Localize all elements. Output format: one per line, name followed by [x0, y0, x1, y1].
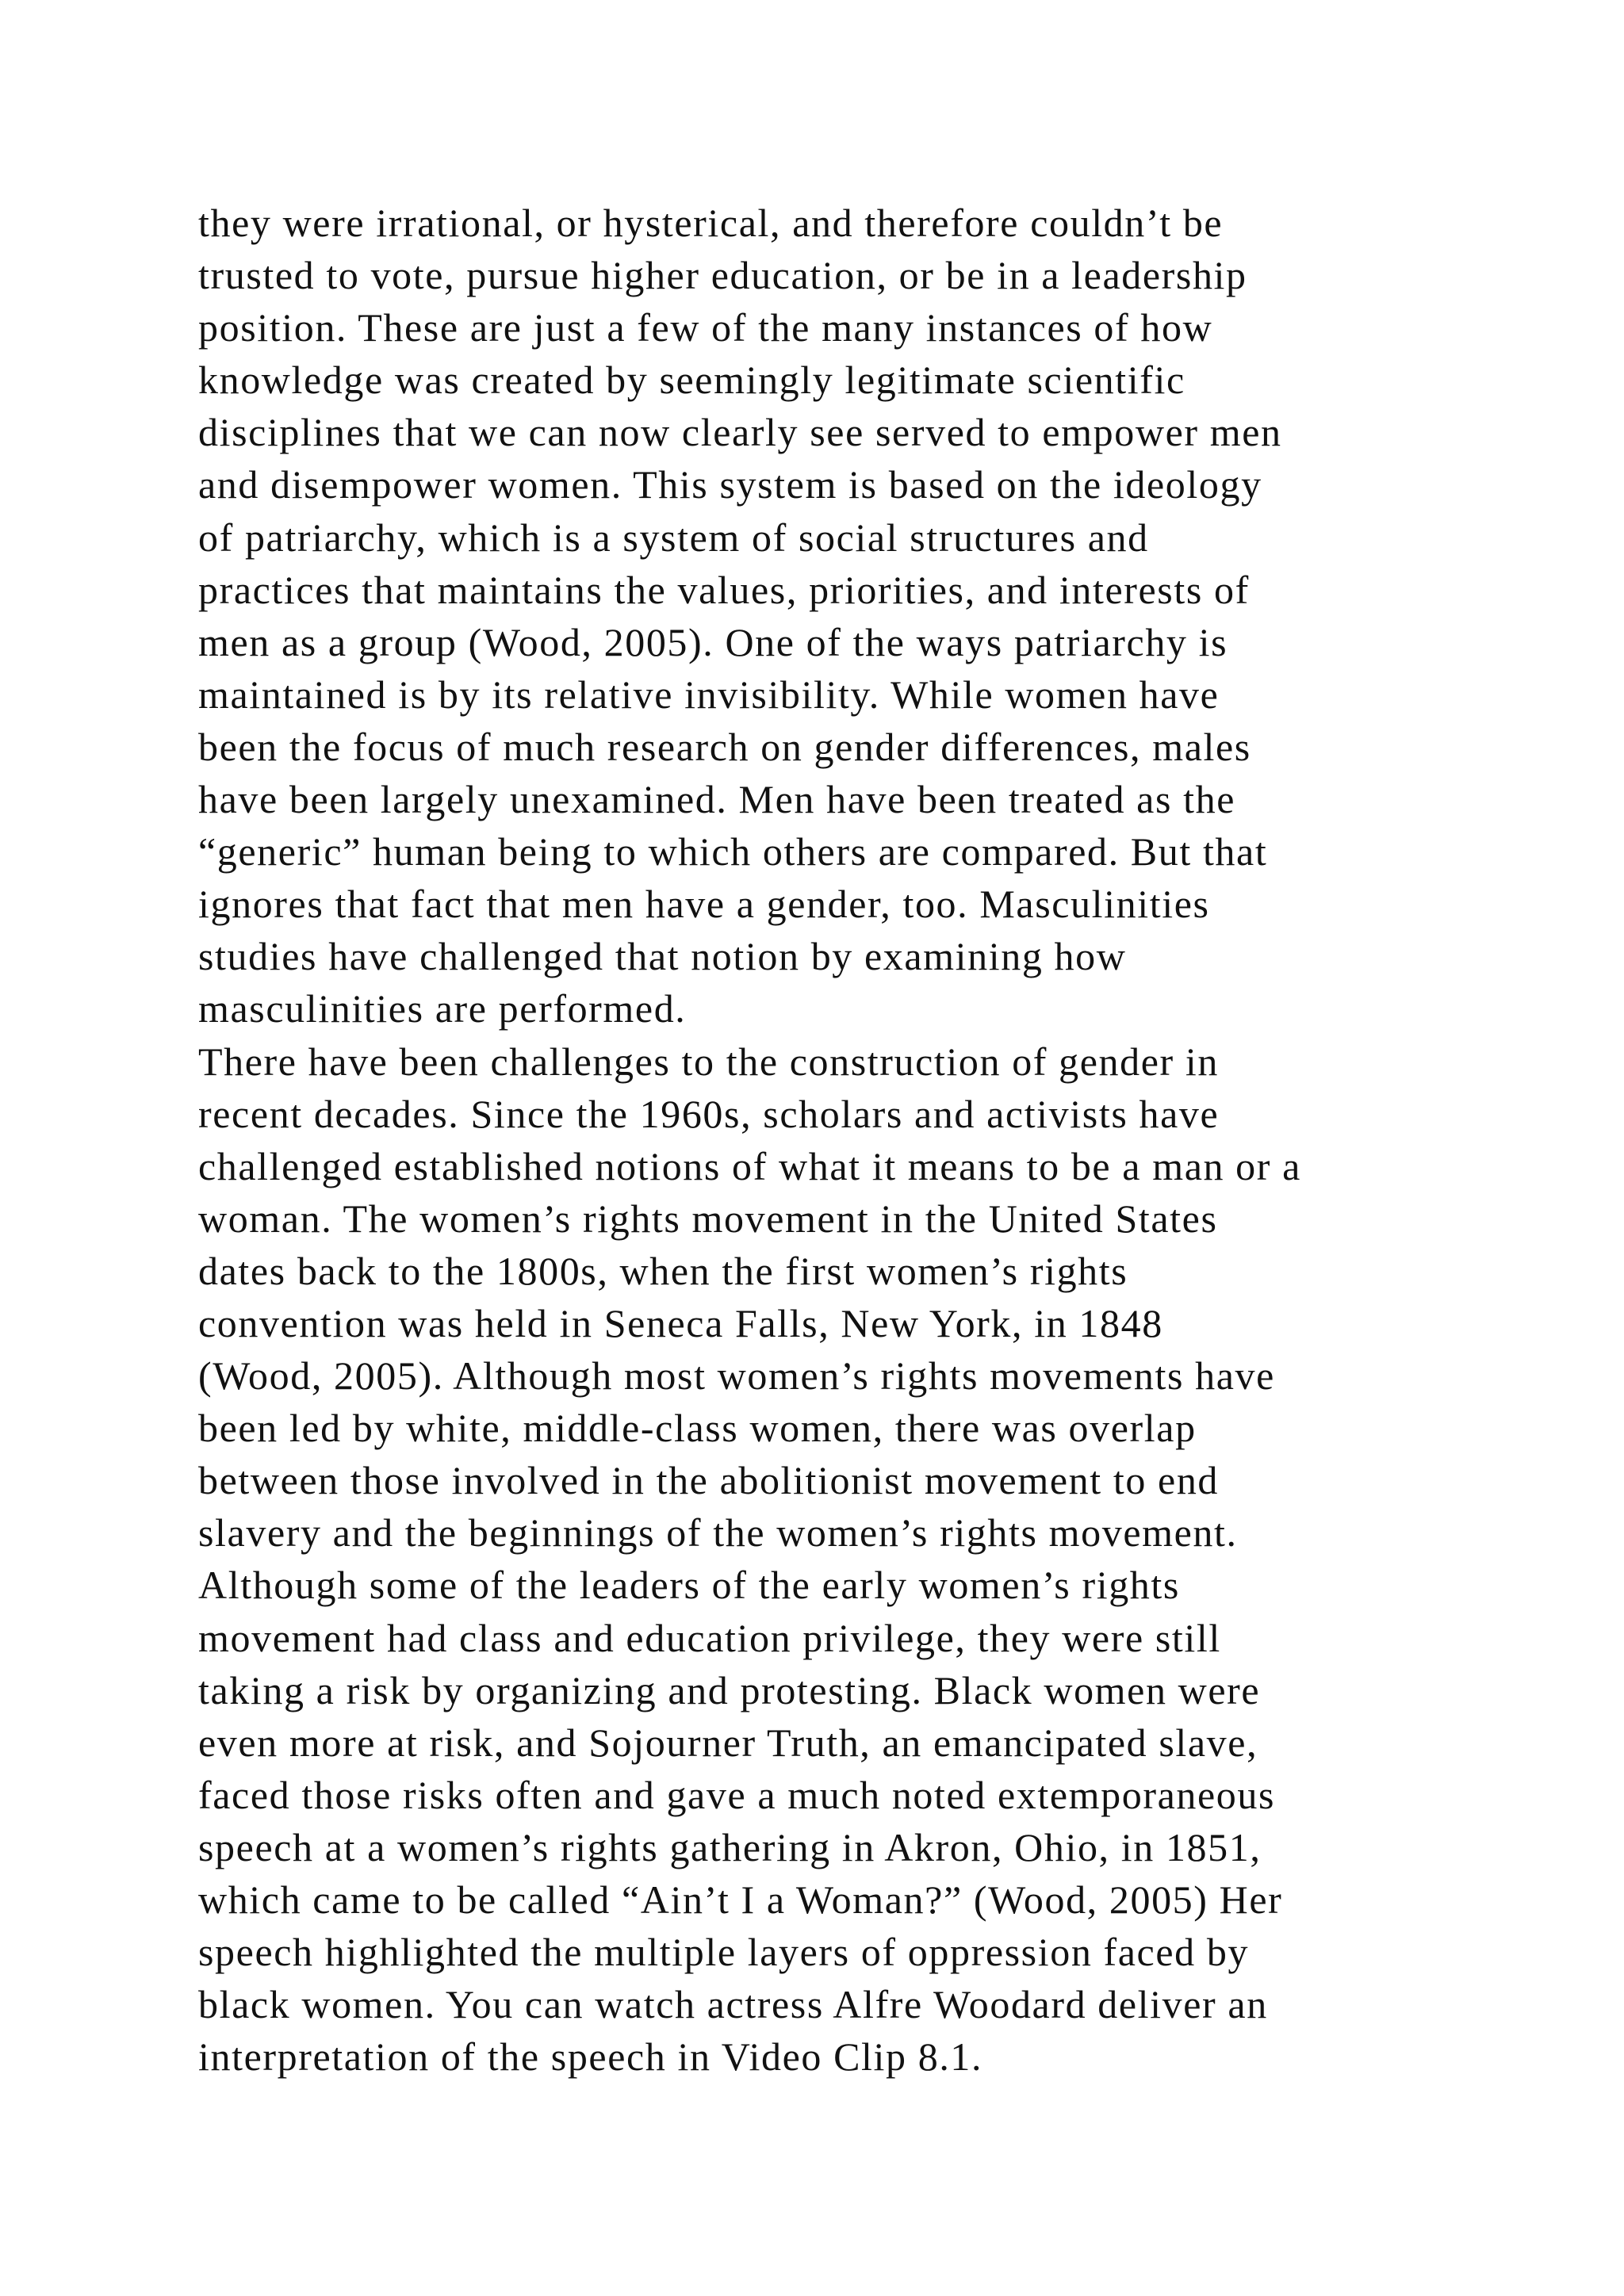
text-line: interpretation of the speech in Video Clip 8.1.	[198, 2034, 983, 2080]
text-line: black women. You can watch actress Alfre Woodard deliver an	[198, 1982, 1268, 2027]
text-line: movement had class and education privilege, they were still	[198, 1615, 1221, 1660]
text-line: taking a risk by organizing and protesting. Black women were	[198, 1667, 1261, 1712]
text-line: even more at risk, and Sojourner Truth, an emancipated slave,	[198, 1720, 1258, 1765]
text-line: disciplines that we can now clearly see served to empower men	[198, 410, 1282, 455]
text-line: (Wood, 2005). Although most women’s rights movements have	[198, 1353, 1275, 1399]
text-line: studies have challenged that notion by examining how	[198, 934, 1127, 979]
text-line: been the focus of much research on gender differences, males	[198, 724, 1251, 769]
text-line: convention was held in Seneca Falls, New York, in 1848	[198, 1300, 1163, 1345]
text-line: Although some of the leaders of the early women’s rights	[198, 1563, 1180, 1608]
text-line: There have been challenges to the construction of gender in	[198, 1039, 1219, 1084]
text-line: have been largely unexamined. Men have been treated as the	[198, 777, 1236, 822]
text-line: recent decades. Since the 1960s, scholars and activists have	[198, 1091, 1220, 1136]
text-line: dates back to the 1800s, when the first women’s rights	[198, 1248, 1128, 1293]
text-line: practices that maintains the values, priorities, and interests of	[198, 567, 1250, 612]
text-line: speech at a women’s rights gathering in Akron, Ohio, in 1851,	[198, 1824, 1262, 1869]
text-line: challenged established notions of what it means to be a man or a	[198, 1143, 1301, 1188]
text-line: of patriarchy, which is a system of social structures and	[198, 515, 1149, 560]
text-line: been led by white, middle-class women, there was overlap	[198, 1406, 1197, 1451]
text-line: speech highlighted the multiple layers of oppression faced by	[198, 1930, 1250, 1975]
text-line: men as a group (Wood, 2005). One of the ways patriarchy is	[198, 619, 1228, 664]
text-line: which came to be called “Ain’t I a Woman?” (Wood, 2005) Her	[198, 1877, 1283, 1922]
text-line: and disempower women. This system is based on the ideology	[198, 462, 1262, 507]
text-line: slavery and the beginnings of the women’s rights movement.	[198, 1510, 1238, 1556]
text-line: “generic” human being to which others are compared. But that	[198, 829, 1268, 874]
text-line: faced those risks often and gave a much noted extemporaneous	[198, 1772, 1276, 1817]
text-line: ignores that fact that men have a gender, too. Masculinities	[198, 882, 1210, 927]
body-text	[198, 197, 1499, 2083]
text-line: knowledge was created by seemingly legitimate scientific	[198, 358, 1185, 403]
text-line: between those involved in the abolitionist movement to end	[198, 1458, 1220, 1503]
text-line: woman. The women’s rights movement in the United States	[198, 1196, 1218, 1241]
text-line: maintained is by its relative invisibility. While women have	[198, 672, 1220, 717]
text-line: masculinities are performed.	[198, 986, 687, 1031]
text-line: trusted to vote, pursue higher education, or be in a leadership	[198, 253, 1247, 298]
text-line: they were irrational, or hysterical, and therefore couldn’t be	[198, 201, 1224, 245]
text-line: position. These are just a few of the many instances of how	[198, 305, 1213, 350]
